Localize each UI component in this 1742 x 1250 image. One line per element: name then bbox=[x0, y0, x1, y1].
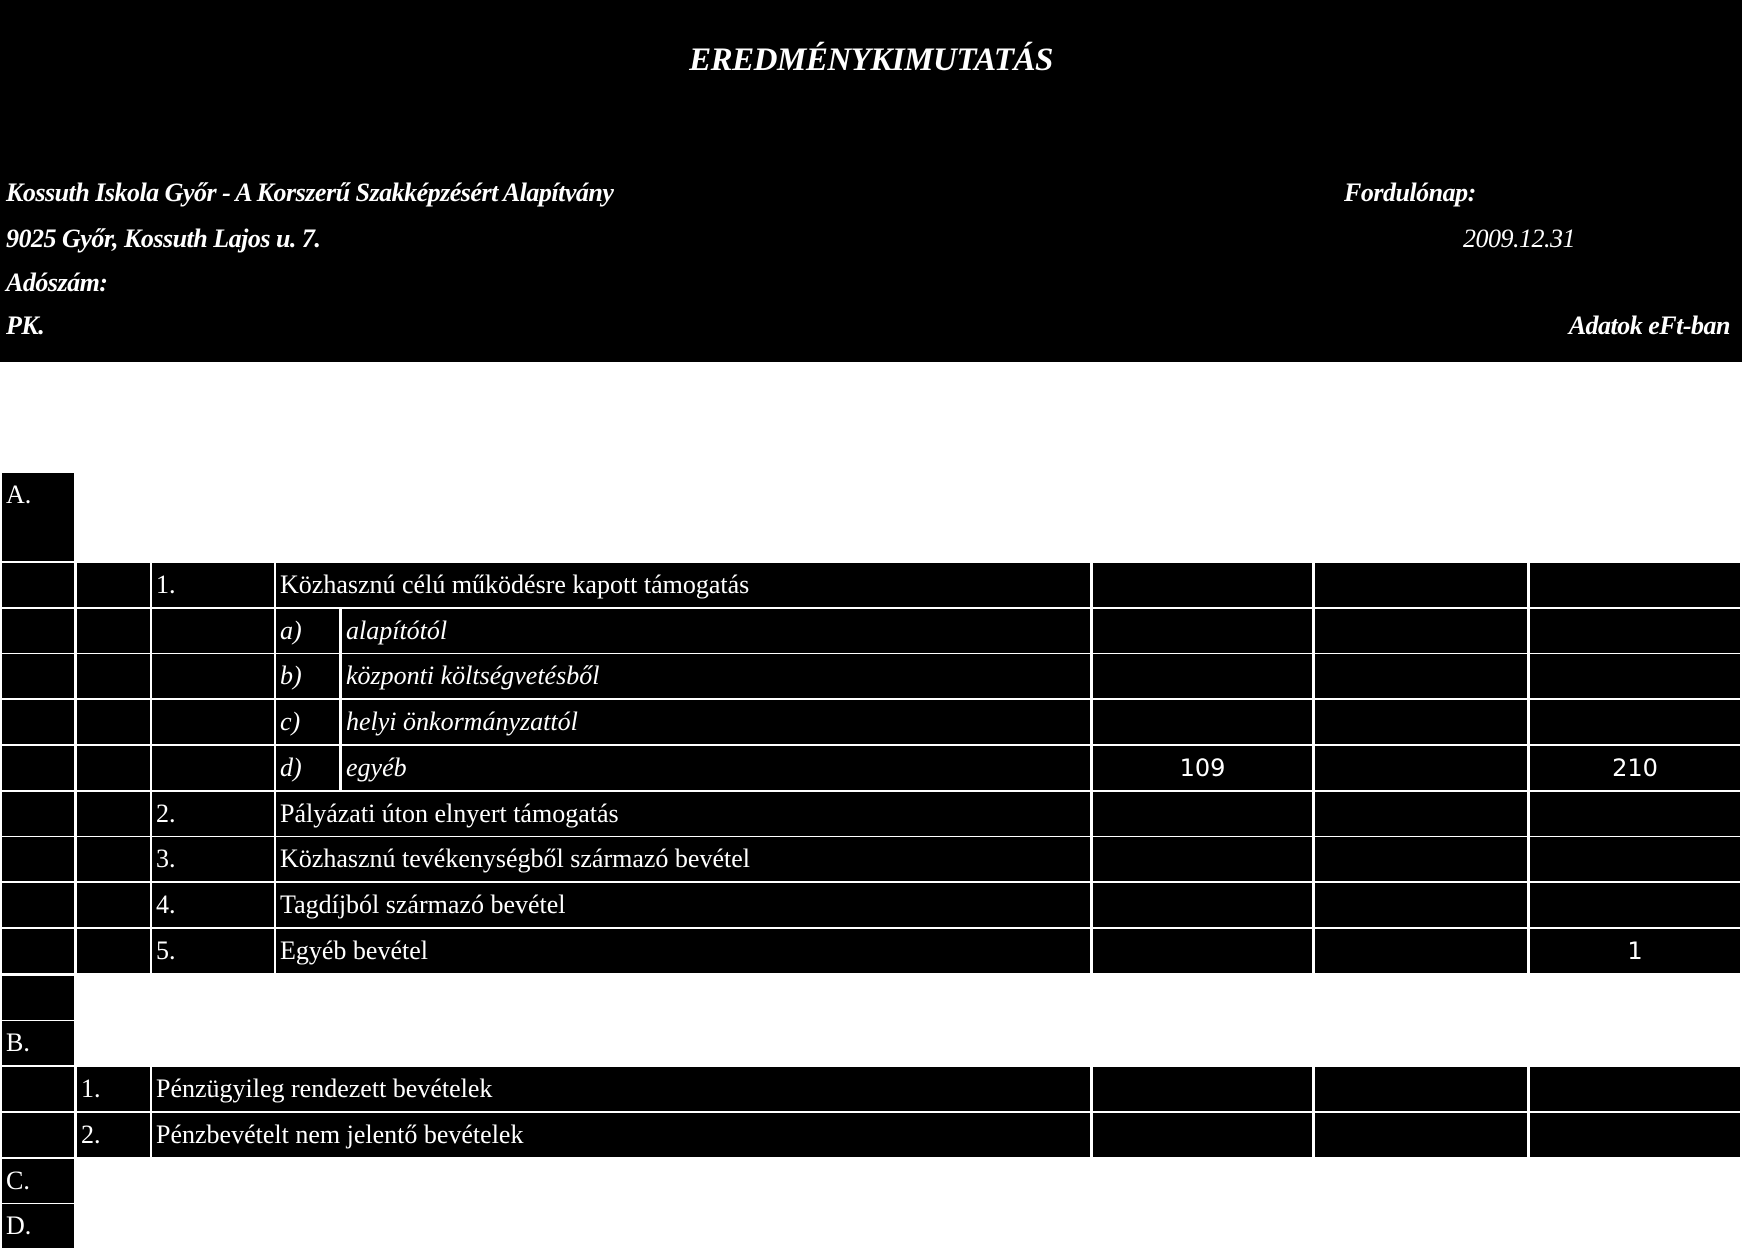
a-row-value-2 bbox=[1315, 746, 1527, 790]
section-label-b: B. bbox=[2, 1021, 74, 1065]
b-row-number: 1. bbox=[77, 1067, 150, 1111]
a-row-col2 bbox=[77, 837, 150, 881]
b-row-label: Pénzügyileg rendezett bevételek bbox=[152, 1067, 1090, 1111]
a-row-col1 bbox=[2, 746, 74, 790]
a-row-label: Közhasznú célú működésre kapott támogatás bbox=[276, 563, 1090, 607]
a-row-value-2 bbox=[1315, 700, 1527, 744]
a-row-letter: c) bbox=[276, 700, 339, 744]
b-row-value-1 bbox=[1093, 1067, 1312, 1111]
organization-address: 9025 Győr, Kossuth Lajos u. 7. bbox=[6, 224, 321, 253]
a-row-col1 bbox=[2, 929, 74, 973]
a-row-col2 bbox=[77, 654, 150, 698]
a-row-col2 bbox=[77, 792, 150, 836]
a-row-label: Pályázati úton elnyert támogatás bbox=[276, 792, 1090, 836]
section-label-c: C. bbox=[2, 1159, 74, 1203]
a-row-letter: d) bbox=[276, 746, 339, 790]
section-label-a: A. bbox=[2, 473, 74, 517]
a-row-number: 1. bbox=[152, 563, 274, 607]
a-row-value-3: 210 bbox=[1530, 746, 1740, 790]
a-row-col1 bbox=[2, 563, 74, 607]
a-row-value-1: 109 bbox=[1093, 746, 1312, 790]
a-row-value-1 bbox=[1093, 883, 1312, 927]
a-row-value-2 bbox=[1315, 654, 1527, 698]
a-row-number: 4. bbox=[152, 883, 274, 927]
b-row-value-3 bbox=[1530, 1113, 1740, 1157]
a-row-col2 bbox=[77, 609, 150, 653]
b-row-number: 2. bbox=[77, 1113, 150, 1157]
a-row-value-3 bbox=[1530, 609, 1740, 653]
a-row-value-3 bbox=[1530, 792, 1740, 836]
a-row-value-1 bbox=[1093, 837, 1312, 881]
a-row-value-2 bbox=[1315, 609, 1527, 653]
a-row-label: alapítótól bbox=[342, 609, 1090, 653]
a-row-col1 bbox=[2, 837, 74, 881]
a-row-value-3 bbox=[1530, 837, 1740, 881]
a-row-label: Egyéb bevétel bbox=[276, 929, 1090, 973]
a-row-value-2 bbox=[1315, 563, 1527, 607]
a-row-value-1 bbox=[1093, 654, 1312, 698]
a-row-col2 bbox=[77, 746, 150, 790]
section-spacer-cell bbox=[2, 517, 74, 561]
a-row-value-2 bbox=[1315, 792, 1527, 836]
a-row-value-2 bbox=[1315, 929, 1527, 973]
a-row-number bbox=[152, 746, 274, 790]
a-row-number: 5. bbox=[152, 929, 274, 973]
b-row-value-3 bbox=[1530, 1067, 1740, 1111]
report-title: EREDMÉNYKIMUTATÁS bbox=[689, 42, 1053, 78]
a-row-col1 bbox=[2, 700, 74, 744]
a-row-col1 bbox=[2, 792, 74, 836]
a-row-label: Tagdíjból származó bevétel bbox=[276, 883, 1090, 927]
a-row-value-1 bbox=[1093, 700, 1312, 744]
a-row-value-1 bbox=[1093, 609, 1312, 653]
a-row-col1 bbox=[2, 654, 74, 698]
b-row-col1 bbox=[2, 1067, 74, 1111]
a-row-label: egyéb bbox=[342, 746, 1090, 790]
a-row-value-3 bbox=[1530, 700, 1740, 744]
a-row-col1 bbox=[2, 883, 74, 927]
a-row-value-1 bbox=[1093, 929, 1312, 973]
reporting-date-value: 2009.12.31 bbox=[1463, 224, 1575, 253]
a-row-label: Közhasznú tevékenységből származó bevétel bbox=[276, 837, 1090, 881]
section-spacer-cell bbox=[2, 976, 74, 1020]
a-row-label: helyi önkormányzattól bbox=[342, 700, 1090, 744]
report-header bbox=[0, 0, 1742, 362]
units-label: Adatok eFt-ban bbox=[1568, 311, 1730, 340]
reporting-date-label: Fordulónap: bbox=[1344, 178, 1476, 207]
b-row-label: Pénzbevételt nem jelentő bevételek bbox=[152, 1113, 1090, 1157]
b-row-value-2 bbox=[1315, 1113, 1527, 1157]
pk-label: PK. bbox=[6, 311, 45, 340]
tax-number-label: Adószám: bbox=[6, 268, 108, 297]
b-row-value-1 bbox=[1093, 1113, 1312, 1157]
a-row-value-2 bbox=[1315, 837, 1527, 881]
a-row-value-3 bbox=[1530, 563, 1740, 607]
a-row-number bbox=[152, 609, 274, 653]
a-row-value-3 bbox=[1530, 654, 1740, 698]
a-row-label: központi költségvetésből bbox=[342, 654, 1090, 698]
a-row-col2 bbox=[77, 563, 150, 607]
a-row-col2 bbox=[77, 700, 150, 744]
a-row-number: 2. bbox=[152, 792, 274, 836]
b-row-value-2 bbox=[1315, 1067, 1527, 1111]
a-row-number bbox=[152, 654, 274, 698]
a-row-value-3 bbox=[1530, 883, 1740, 927]
a-row-number: 3. bbox=[152, 837, 274, 881]
a-row-value-1 bbox=[1093, 563, 1312, 607]
a-row-col2 bbox=[77, 883, 150, 927]
a-row-col1 bbox=[2, 609, 74, 653]
b-row-col1 bbox=[2, 1113, 74, 1157]
a-row-value-2 bbox=[1315, 883, 1527, 927]
section-label-d: D. bbox=[2, 1204, 74, 1248]
a-row-number bbox=[152, 700, 274, 744]
a-row-letter: b) bbox=[276, 654, 339, 698]
a-row-col2 bbox=[77, 929, 150, 973]
a-row-letter: a) bbox=[276, 609, 339, 653]
organization-name: Kossuth Iskola Győr - A Korszerű Szakképzésért Alapítvány bbox=[6, 178, 614, 207]
a-row-value-1 bbox=[1093, 792, 1312, 836]
a-row-value-3: 1 bbox=[1530, 929, 1740, 973]
